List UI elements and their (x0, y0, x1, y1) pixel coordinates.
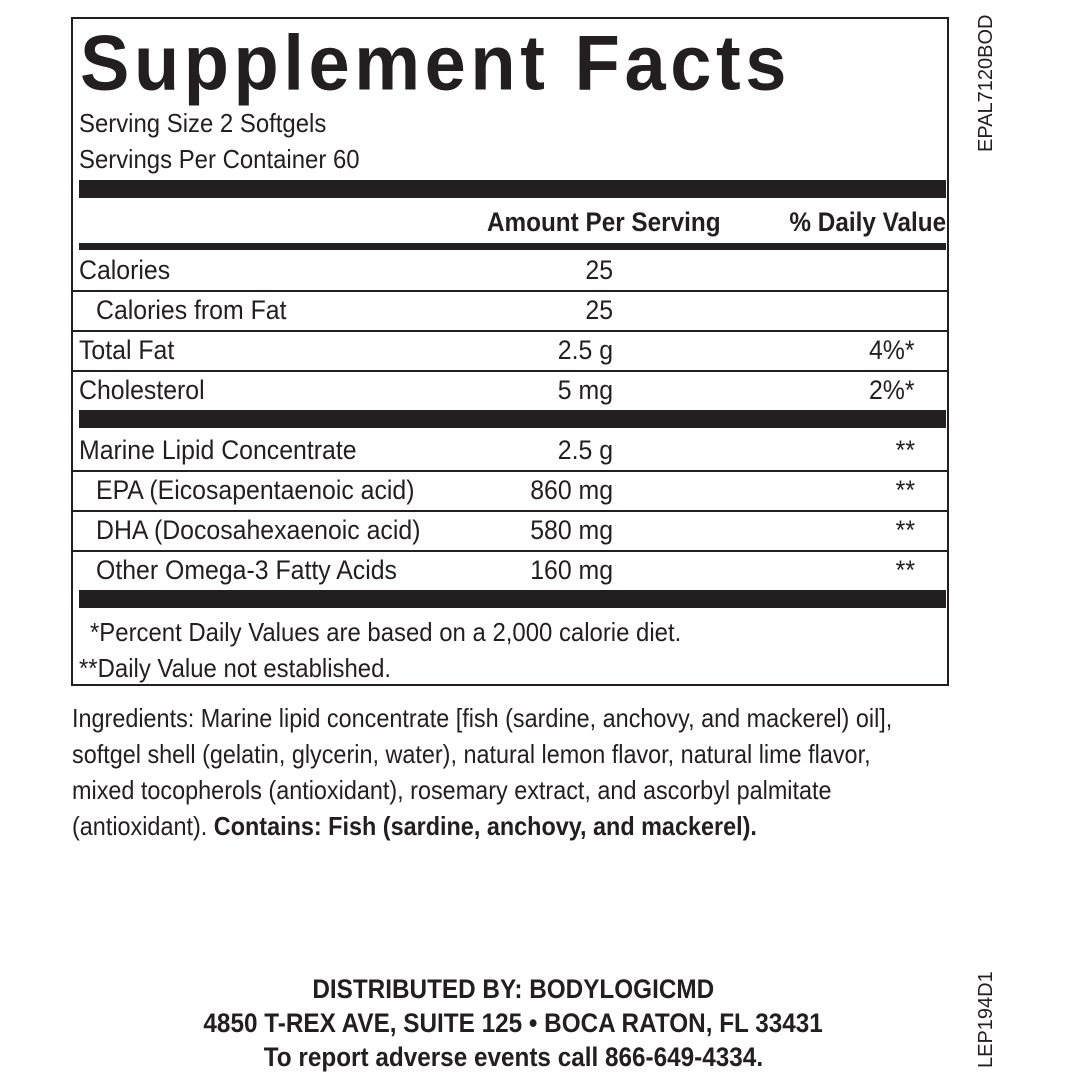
adverse-events-line (0, 1040, 1026, 1074)
product-code-top: EPAL7120BOD (975, 14, 997, 152)
thick-divider-bottom (79, 590, 946, 608)
nutrient-name: DHA (Docosahexaenoic acid) (96, 515, 421, 545)
table-row (73, 510, 947, 552)
nutrient-amount: 860 mg (530, 475, 613, 505)
nutrient-name: Total Fat (79, 335, 175, 365)
table-row (73, 290, 947, 332)
header-divider (79, 243, 946, 250)
nutrient-amount: 2.5 g (557, 335, 613, 365)
distributor-line (0, 972, 1026, 1006)
nutrient-amount: 580 mg (530, 515, 613, 545)
nutrient-name: Calories (79, 255, 171, 285)
nutrient-name: Marine Lipid Concentrate (79, 435, 357, 465)
footnote-percent-daily: *Percent Daily Values are based on a 2,000 calorie diet. (90, 617, 682, 647)
footnote-not-established: **Daily Value not established. (79, 653, 392, 683)
header-daily-value: % Daily Value (789, 207, 946, 237)
adverse-events-contact: To report adverse events call 866-649-4334. (263, 1042, 763, 1072)
nutrient-daily-value: ** (895, 515, 915, 545)
allergen-statement: Contains: Fish (sardine, anchovy, and mackerel). (213, 811, 757, 841)
nutrient-daily-value: 2%* (869, 375, 915, 405)
nutrient-amount: 160 mg (530, 555, 613, 585)
thick-divider-middle (79, 410, 946, 428)
serving-size: Serving Size 2 Softgels (79, 108, 327, 138)
distributor-name: DISTRIBUTED BY: BODYLOGICMD (312, 974, 714, 1004)
nutrient-daily-value: 4%* (869, 335, 915, 365)
nutrient-daily-value: ** (895, 555, 915, 585)
distributor-address-line (0, 1006, 1026, 1040)
servings-per-container: Servings Per Container 60 (79, 144, 360, 174)
distributor-address: 4850 T-REX AVE, SUITE 125 • BOCA RATON, FL 33431 (203, 1008, 823, 1038)
nutrient-name: Other Omega-3 Fatty Acids (96, 555, 397, 585)
header-amount-per-serving: Amount Per Serving (487, 207, 721, 237)
nutrient-name: Cholesterol (79, 375, 205, 405)
thick-divider-top (79, 180, 946, 198)
nutrient-name: Calories from Fat (96, 295, 287, 325)
nutrient-daily-value: ** (895, 435, 915, 465)
nutrient-name: EPA (Eicosapentaenoic acid) (96, 475, 415, 505)
nutrient-amount: 25 (585, 255, 613, 285)
table-row (73, 330, 947, 372)
nutrient-amount: 5 mg (557, 375, 613, 405)
ingredients-text: Ingredients: Marine lipid concentrate [fish (sardine, anchovy, and mackerel) oil], softgel shell (gelatin, glycerin, water), natural lemon flavor, natural lime flavor, mixed tocopherols (antioxidant), rosemary extract, and ascorbyl palmitate (antioxidant). (72, 703, 893, 841)
nutrient-amount: 25 (585, 295, 613, 325)
table-row (73, 470, 947, 512)
nutrient-daily-value: ** (895, 475, 915, 505)
table-row (73, 550, 947, 590)
table-row (73, 430, 947, 472)
nutrient-amount: 2.5 g (557, 435, 613, 465)
product-code-bottom: LEP194D1 (975, 971, 997, 1068)
table-row (73, 250, 947, 292)
panel-title: Supplement Facts (80, 18, 791, 107)
supplement-facts-panel (71, 17, 949, 686)
table-row (73, 370, 947, 410)
ingredients-statement (72, 700, 936, 844)
